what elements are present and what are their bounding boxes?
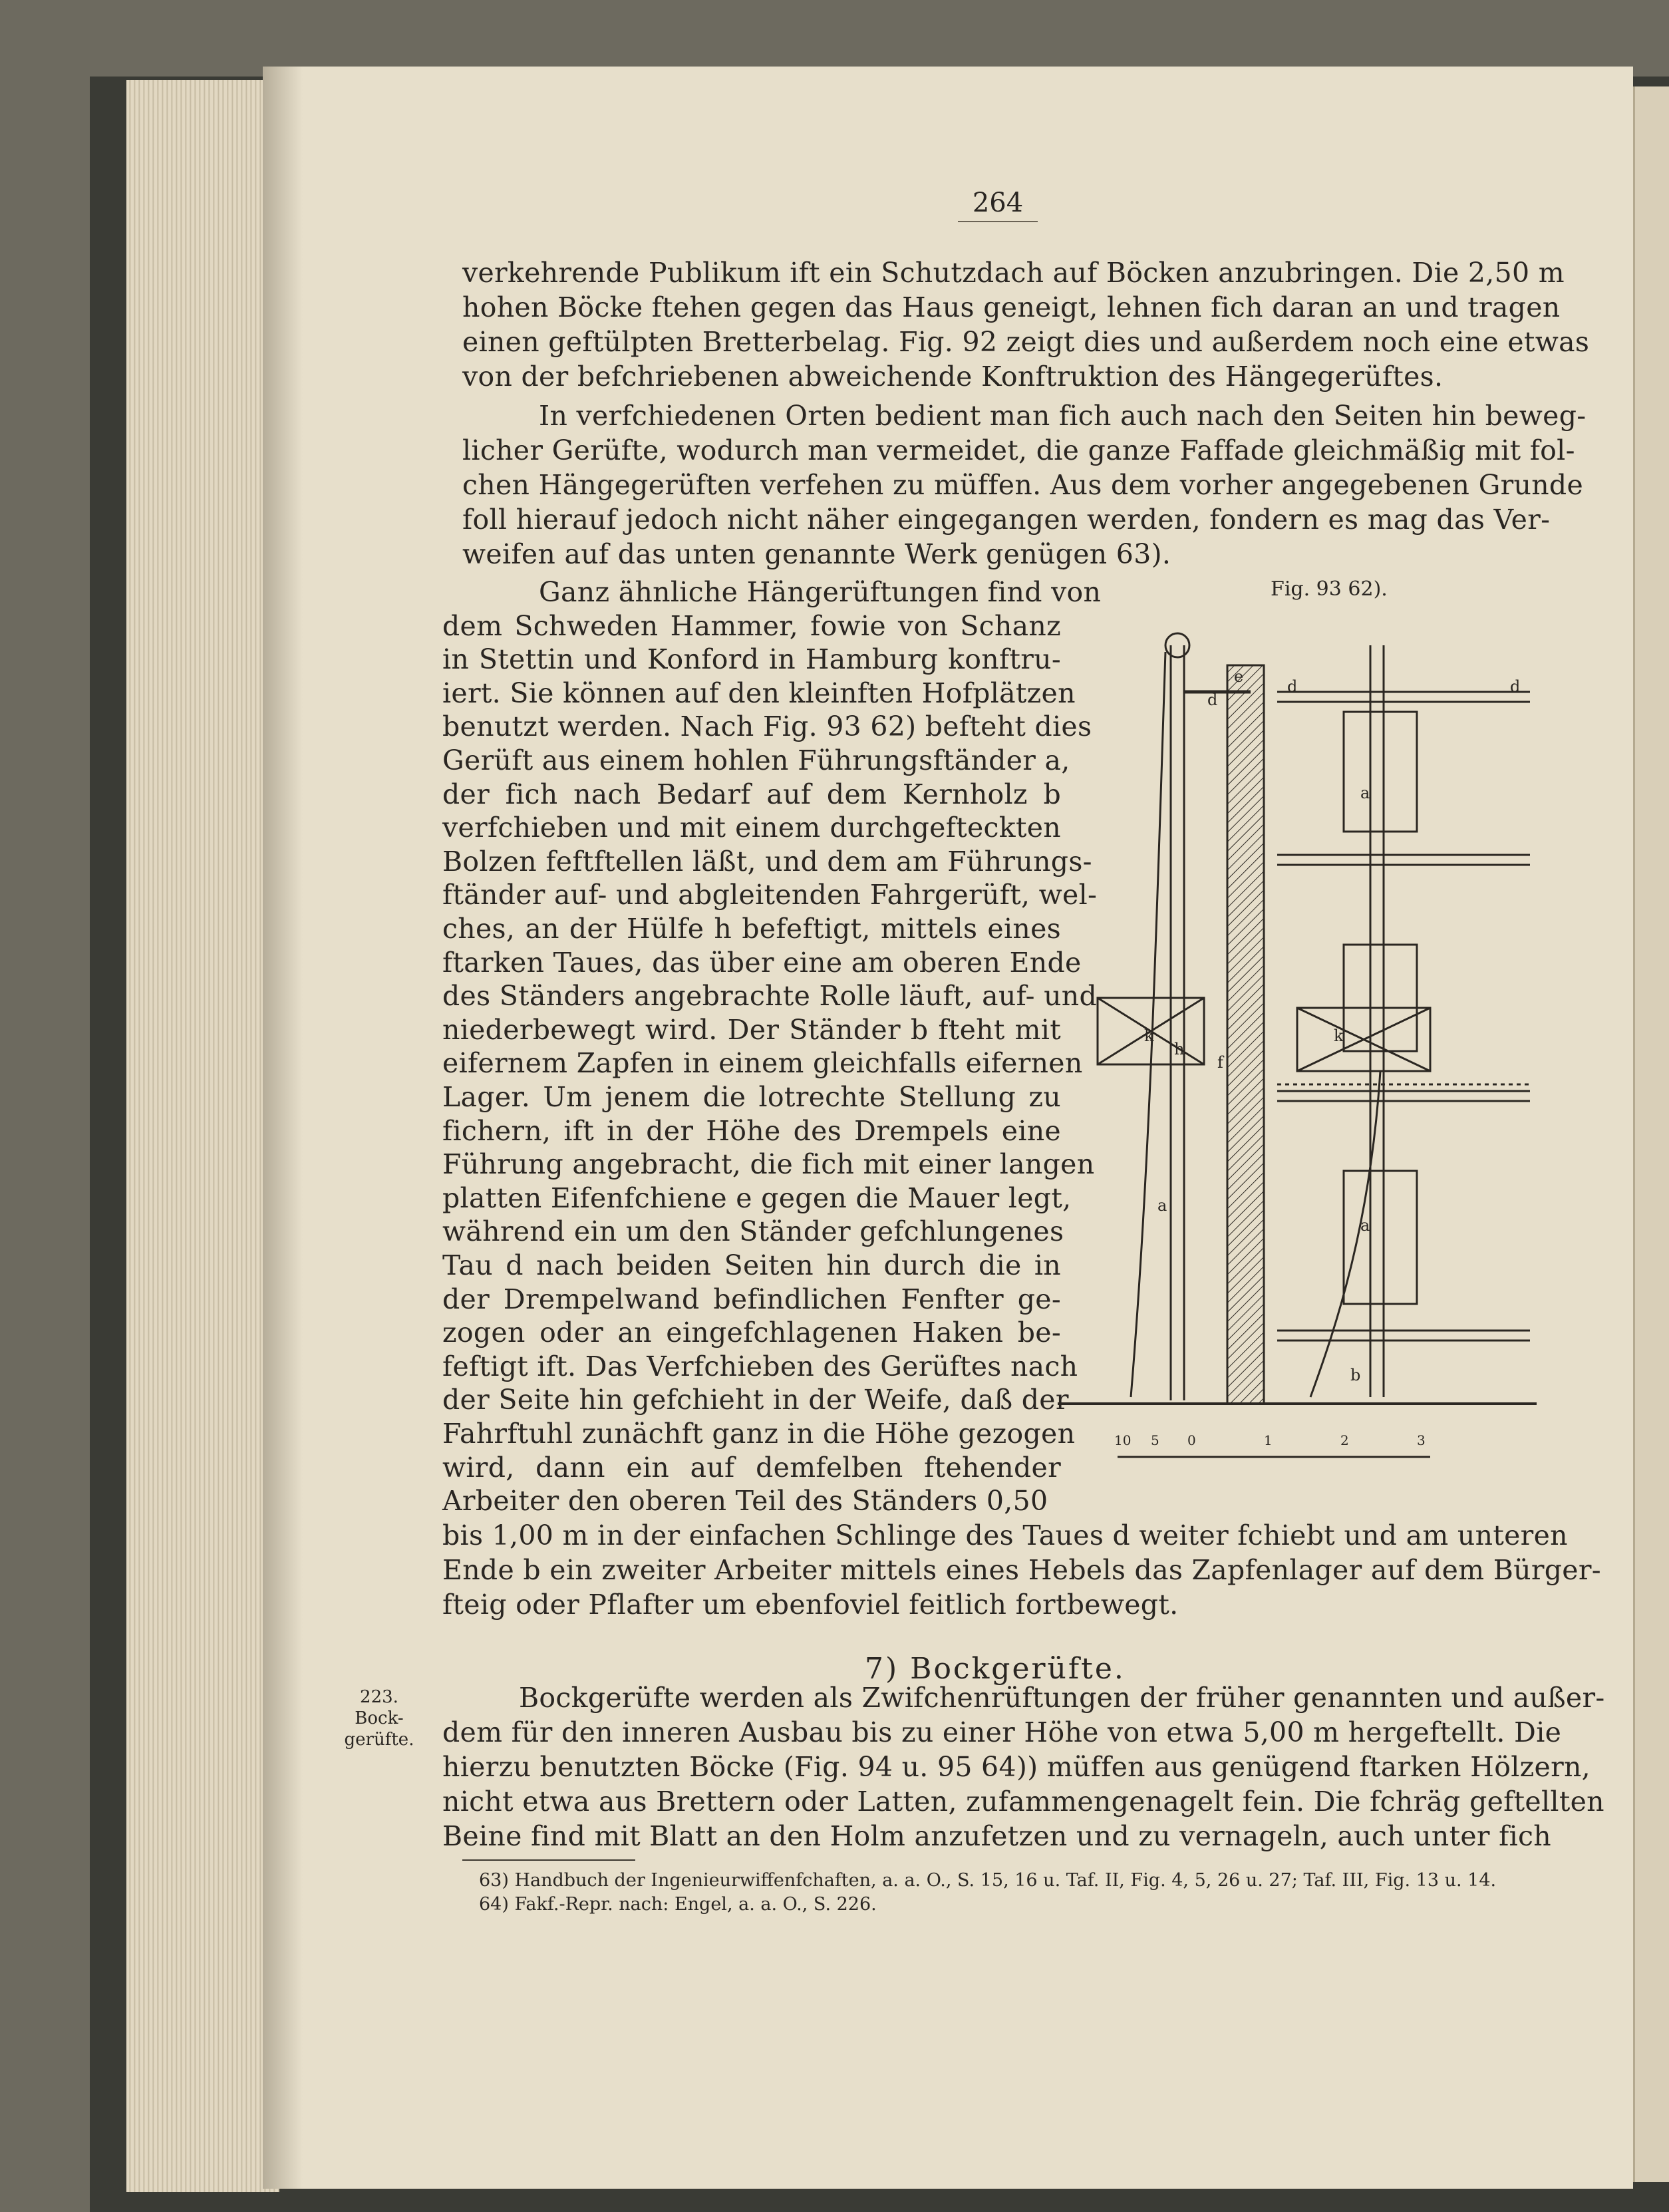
text-line: während ein um den Ständer gefchlungenes — [442, 1215, 1064, 1248]
label-k: k — [1144, 1027, 1154, 1045]
label-d-left: d — [1287, 677, 1298, 696]
text-line: feftigt ift. Das Verfchieben des Gerüftes nach — [442, 1350, 1078, 1382]
text-line: dem für den inneren Ausbau bis zu einer Höhe von etwa 5,00 m hergeftellt. Die — [442, 1716, 1562, 1748]
text-line: der Seite hin gefchieht in der Weife, daß der — [442, 1384, 1069, 1416]
text-line: nicht etwa aus Brettern oder Latten, zufammengenagelt fein. Die fchräg geftellten — [442, 1786, 1604, 1817]
text-line: Bolzen feftftellen läßt, und dem am Führungs- — [442, 845, 1092, 877]
text-line: platten Eifenfchiene e gegen die Mauer legt, — [442, 1182, 1072, 1214]
text-line: niederbewegt wird. Der Ständer b fteht mit — [442, 1013, 1061, 1046]
text-line: hierzu benutzten Böcke (Fig. 94 u. 95 64)) müffen aus genügend ftarken Hölzern, — [442, 1751, 1591, 1783]
figure-caption: Fig. 93 62). — [1271, 577, 1388, 601]
window-upper — [1344, 712, 1417, 832]
pulley-left — [1165, 633, 1189, 657]
label-d-right: d — [1510, 677, 1521, 696]
margin-note-line: 223. — [360, 1687, 398, 1707]
text-line: eifernem Zapfen in einem gleichfalls eifernen — [442, 1047, 1083, 1080]
scale-label: 10 — [1114, 1432, 1132, 1448]
label-a-upper: a — [1360, 784, 1370, 802]
label-a-right: a — [1360, 1216, 1370, 1235]
text-line: fteig oder Pflafter um ebenfoviel feitlich fortbewegt. — [442, 1589, 1179, 1621]
scale-label: 5 — [1151, 1432, 1159, 1448]
wall-section — [1227, 665, 1264, 1404]
figure-93-drawing — [1058, 625, 1537, 1490]
page-stack-edges — [126, 80, 279, 2192]
label-e: e — [1234, 667, 1244, 686]
label-a-left: a — [1157, 1196, 1167, 1215]
text-line: licher Gerüfte, wodurch man vermeidet, die ganze Faffade gleichmäßig mit fol- — [462, 434, 1575, 466]
text-line: ftänder auf- und abgleitenden Fahrgerüft, wel- — [442, 879, 1098, 911]
text-line: In verfchiedenen Orten bedient man fich auch nach den Seiten hin beweg- — [539, 400, 1587, 432]
label-k-right: k — [1334, 1027, 1344, 1045]
text-line: Lager. Um jenem die lotrechte Stellung zu — [442, 1081, 1061, 1113]
margin-note-line: gerüfte. — [344, 1730, 414, 1750]
text-line: Führung angebracht, die fich mit einer langen — [442, 1148, 1095, 1181]
label-f: f — [1217, 1053, 1223, 1072]
text-line: verfchieben und mit einem durchgefteckten — [442, 812, 1061, 844]
text-line: Gerüft aus einem hohlen Führungsftänder a, — [442, 744, 1070, 776]
text-line: einen geftülpten Bretterbelag. Fig. 92 zeigt dies und außerdem noch eine etwas — [462, 326, 1590, 358]
window-lower — [1344, 1171, 1417, 1304]
text-line: weifen auf das unten genannte Werk genügen 63). — [462, 538, 1171, 570]
text-line: bis 1,00 m in der einfachen Schlinge des Taues d weiter fchiebt und am unteren — [442, 1519, 1568, 1551]
scale-label: 1 — [1264, 1432, 1273, 1448]
gutter-shadow — [263, 67, 303, 2189]
label-b: b — [1350, 1366, 1361, 1384]
text-line: der Drempelwand befindlichen Fenfter ge- — [442, 1283, 1061, 1315]
text-line: Tau d nach beiden Seiten hin durch die in — [442, 1249, 1061, 1281]
text-line: ftarken Taues, das über eine am oberen Ende — [442, 946, 1082, 979]
text-line: hohen Böcke ftehen gegen das Haus geneigt, lehnen fich daran an und tragen — [462, 291, 1561, 323]
text-line: benutzt werden. Nach Fig. 93 62) befteht dies — [442, 711, 1092, 743]
margin-note-line: Bock- — [355, 1708, 404, 1728]
footnote: 63) Handbuch der Ingenieurwiffenfchaften, a. a. O., S. 15, 16 u. Taf. II, Fig. 4, 5, 26 u. 27; Taf. III, Fig. 13 u. 14. — [479, 1870, 1497, 1891]
text-line: chen Hängegerüften verfehen zu müffen. Aus dem vorher angegebenen Grunde — [462, 469, 1584, 501]
text-line: ches, an der Hülfe h befeftigt, mittels eines — [442, 913, 1061, 945]
page-number: 264 — [958, 188, 1038, 222]
text-line: verkehrende Publikum ift ein Schutzdach auf Böcken anzubringen. Die 2,50 m — [462, 257, 1565, 289]
text-line: in Stettin und Konford in Hamburg konftru- — [442, 643, 1061, 676]
scale-label: 3 — [1417, 1432, 1426, 1448]
text-line: iert. Sie können auf den kleinften Hofplätzen — [442, 677, 1076, 709]
text-line: zogen oder an eingefchlagenen Haken be- — [442, 1317, 1061, 1349]
label-h: h — [1174, 1040, 1185, 1058]
text-line: fichern, ift in der Höhe des Drempels eine — [442, 1114, 1061, 1147]
text-line: von der befchriebenen abweichende Konftruktion des Hängegerüftes. — [462, 361, 1443, 393]
text-line: der fich nach Bedarf auf dem Kernholz b — [442, 778, 1061, 810]
label-d: d — [1207, 691, 1218, 709]
section-heading: 7) Bockgerüfte. — [865, 1652, 1126, 1686]
scale-label: 0 — [1187, 1432, 1196, 1448]
text-line: Bockgerüfte werden als Zwifchenrüftungen der früher genannten und außer- — [519, 1682, 1605, 1714]
scale-label: 2 — [1340, 1432, 1349, 1448]
scale-bar — [1114, 1432, 1430, 1457]
text-line: des Ständers angebrachte Rolle läuft, auf- und — [442, 980, 1098, 1013]
text-line: Fahrftuhl zunächft ganz in die Höhe gezogen — [442, 1418, 1076, 1450]
text-line: foll hierauf jedoch nicht näher eingegangen werden, fondern es mag das Ver- — [462, 504, 1551, 536]
text-line: wird, dann ein auf demfelben ftehender — [442, 1451, 1061, 1484]
text-line: Ganz ähnliche Hängerüftungen find von — [539, 576, 1102, 608]
text-line: Ende b ein zweiter Arbeiter mittels eines Hebels das Zapfenlager auf dem Bürger- — [442, 1554, 1601, 1586]
facing-page-edge — [1633, 86, 1669, 2182]
footnote-rule — [462, 1859, 635, 1861]
text-line: Beine find mit Blatt an den Holm anzufetzen und zu vernageln, auch unter fich — [442, 1820, 1552, 1852]
footnote: 64) Fakf.-Repr. nach: Engel, a. a. O., S. 226. — [479, 1894, 877, 1915]
margin-note — [343, 1686, 416, 1750]
text-line: dem Schweden Hammer, fowie von Schanz — [442, 609, 1061, 642]
text-line: Arbeiter den oberen Teil des Ständers 0,50 — [442, 1485, 1048, 1517]
